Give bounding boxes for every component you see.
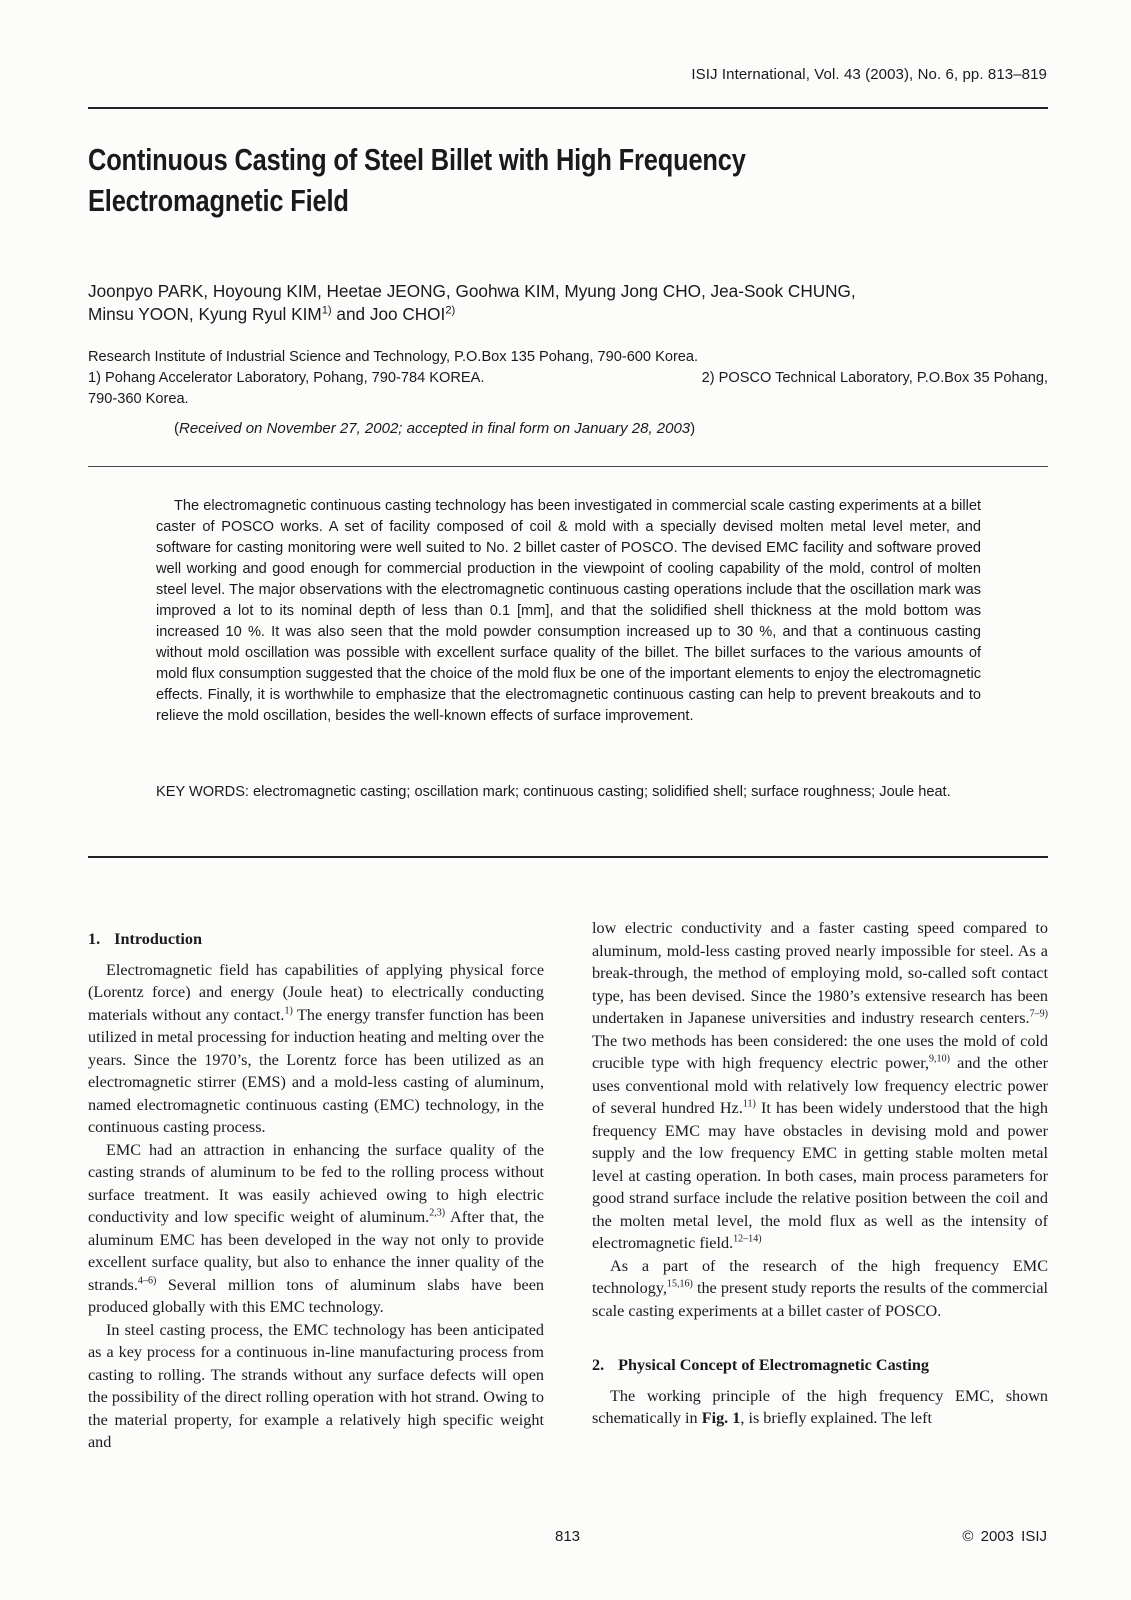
paragraph	[592, 1385, 1048, 1430]
text: The energy transfer function has been utilized in metal processing for induction heating and melting over the years. Since the 1970’s, the Lorentz force has been utilized as an electromagnetic stirrer (EMS) and a mold-less casting of aluminum, named electromagnetic continuous casting (EMC) technology, in the continuous casting process.	[88, 1005, 544, 1136]
abstract: The electromagnetic continuous casting technology has been investigated in commercial scale casting experiments at a billet caster of POSCO works. A set of facility composed of coil & mold with a specially devised molten metal level meter, and software for casting monitoring were well suited to No. 2 billet caster of POSCO. The devised EMC facility and software proved well working and good enough for commercial production in the viewpoint of cooling capability of the mold, control of molten steel level. The major observations with the electromagnetic continuous casting operations include that the oscillation mark was improved a lot to its nominal depth of less than 0.1 [mm], and that the solidified shell thickness at the mold bottom was increased 10 %. It was also seen that the mold powder consumption increased up to 30 %, and that a continuous casting without mold oscillation was possible with excellent surface quality of the billet. The billet surfaces to the various amounts of mold flux consumption suggested that the choice of the mold flux be one of the important elements to enjoy the electromagnetic effects. Finally, it is worthwhile to emphasize that the electromagnetic continuous casting can help to prevent breakouts and to relieve the mold oscillation, besides the well-known effects of surface improvement.	[156, 498, 981, 724]
text: As a part of the research of the high frequency EMC technology,	[592, 1256, 1048, 1297]
paren-open: (	[174, 420, 179, 437]
received-text: Received on November 27, 2002; accepted in final form on January 28, 2003	[179, 420, 691, 437]
right-column	[592, 917, 1048, 1430]
citation: 2,3)	[429, 1207, 446, 1219]
citation: 11)	[742, 1098, 756, 1110]
text: The working principle of the high frequency EMC, shown schematically in	[592, 1386, 1048, 1427]
section-number: 2.	[592, 1356, 605, 1374]
authors-line-1: Joonpyo PARK, Hoyoung KIM, Heetae JEONG, Goohwa KIM, Myung Jong CHO, Jea-Sook CHUNG,	[88, 281, 856, 301]
title-line-1: Continuous Casting of Steel Billet with High Frequency	[88, 142, 746, 177]
authors-line-2	[88, 303, 1048, 326]
text: the present study reports the results of the commercial scale casting experiments at a billet caster of POSCO.	[592, 1279, 1048, 1320]
text: It has been widely understood that the high frequency EMC may have obstacles in devising mold and power supply and the low frequency EMC in getting stable molten metal level at casting operation. In both cases, main process parameters for good strand surface include the relative position between the coil and the molten metal level, the mold flux as well as the intensity of electromagnetic field.	[592, 1099, 1048, 1252]
received-dates	[174, 420, 695, 437]
citation: 4–6)	[137, 1275, 157, 1287]
section-title: Introduction	[114, 930, 202, 948]
text: and the other uses conventional mold with relatively low frequency electric power of several hundred Hz.	[592, 1054, 1048, 1117]
text: The two methods has been considered: the one uses the mold of cold crucible type with high frequency electric power,	[592, 1031, 1048, 1072]
affiliation-marker: 1)	[321, 304, 332, 317]
paper-title	[88, 139, 1006, 221]
affiliations	[88, 347, 1048, 410]
affiliation-line-2	[88, 368, 1048, 389]
affiliation-2: 2) POSCO Technical Laboratory, P.O.Box 35 Pohang,	[701, 370, 1048, 386]
affiliation-marker: 2)	[445, 304, 456, 317]
paragraph	[88, 959, 544, 1139]
affiliation-line-1: Research Institute of Industrial Science and Technology, P.O.Box 135 Pohang, 790-600 Korea.	[88, 349, 699, 365]
section-heading-introduction	[88, 928, 544, 951]
text: Several million tons of aluminum slabs have been produced globally with this EMC technology.	[88, 1275, 544, 1316]
keywords: KEY WORDS: electromagnetic casting; oscillation mark; continuous casting; solidified shell; surface roughness; Joule heat.	[156, 784, 951, 800]
header-rule	[88, 107, 1048, 109]
citation: 15,16)	[666, 1278, 693, 1290]
citation: 1)	[284, 1005, 293, 1017]
title-line-2: Electromagnetic Field	[88, 183, 349, 218]
text: low electric conductivity and a faster casting speed compared to aluminum, mold-less casting proved nearly impossible for steel. As a break-through, the method of employing mold, so-called soft contact type, has been devised. Since the 1980’s extensive research has been undertaken in Japanese universities and industry research centers.	[592, 919, 1048, 1027]
page-number: 813	[555, 1528, 581, 1545]
authors-text: and Joo CHOI	[331, 304, 446, 324]
figure-reference: Fig. 1	[701, 1409, 741, 1427]
text: , is briefly explained. The left	[740, 1409, 933, 1427]
paragraph	[88, 1139, 544, 1319]
author-list	[88, 280, 1048, 326]
citation: 9,10)	[929, 1053, 950, 1065]
running-header: ISIJ International, Vol. 43 (2003), No. 6, pp. 813–819	[691, 66, 1047, 83]
abstract-rule-bottom	[88, 856, 1048, 858]
text: After that, the aluminum EMC has been developed in the way not only to provide excellent surface quality, but also to enhance the inner quality of the strands.	[88, 1208, 545, 1294]
section-heading-physical-concept	[592, 1354, 1048, 1377]
paren-close: )	[690, 420, 696, 437]
text: Electromagnetic field has capabilities of applying physical force (Lorentz force) and energy (Joule heat) to electrically conducting materials without any contact.	[88, 960, 544, 1024]
paragraph	[592, 1255, 1048, 1323]
affiliation-1: 1) Pohang Accelerator Laboratory, Pohang, 790-784 KOREA.	[88, 370, 485, 386]
authors-text: Minsu YOON, Kyung Ryul KIM	[88, 304, 322, 324]
copyright: © 2003 ISIJ	[962, 1528, 1047, 1545]
section-number: 1.	[88, 930, 101, 948]
left-column	[88, 928, 544, 1454]
paragraph: In steel casting process, the EMC technology has been anticipated as a key process for a continuous in-line manufacturing process from casting to rolling. The strands without any surface defects will open the possibility of the direct rolling operation with hot strand. Owing to the material property, for example a relatively high specific weight and	[88, 1320, 544, 1451]
abstract-rule-top	[88, 466, 1048, 467]
section-title: Physical Concept of Electromagnetic Casting	[618, 1356, 929, 1374]
citation: 12–14)	[733, 1233, 762, 1245]
text: EMC had an attraction in enhancing the surface quality of the casting strands of aluminum to be fed to the rolling process without surface treatment. It was easily achieved owing to high electric conductivity and low specific weight of aluminum.	[88, 1140, 544, 1226]
citation: 7–9)	[1029, 1008, 1048, 1020]
paragraph-continued	[592, 917, 1048, 1255]
affiliation-line-3: 790-360 Korea.	[88, 391, 189, 407]
